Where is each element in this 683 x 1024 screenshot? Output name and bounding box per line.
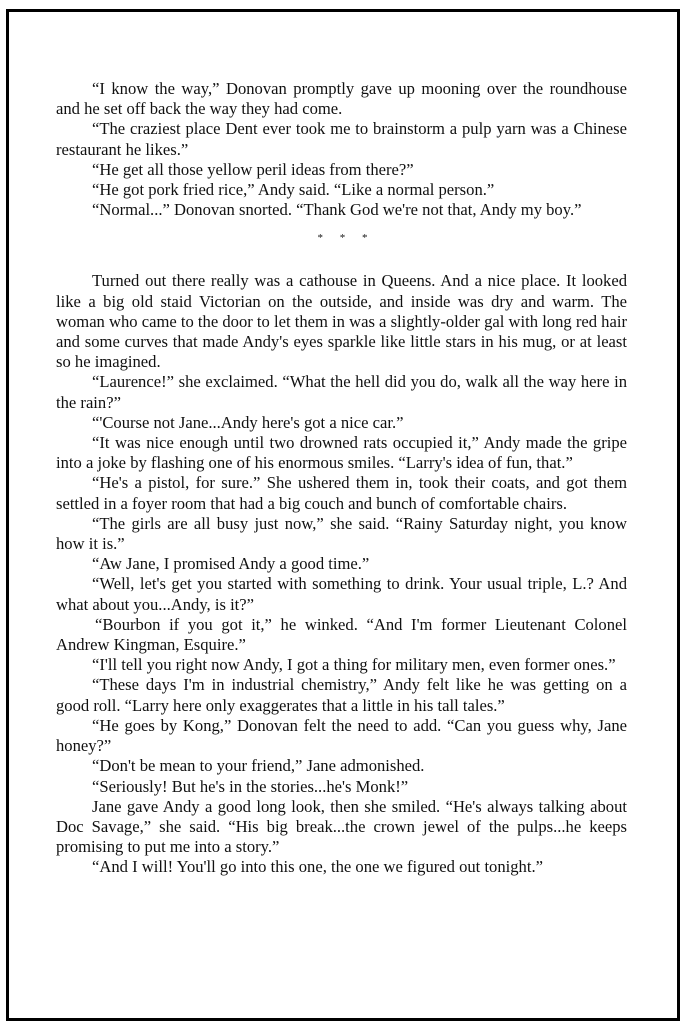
paragraph: “Bourbon if you got it,” he winked. “And I'm former Lieutenant Colonel Andrew Kingman, Esquire.” [56,614,627,655]
paragraph: “And I will! You'll go into this one, the one we figured out tonight.” [92,857,543,877]
paragraph: “He goes by Kong,” Donovan felt the need to add. “Can you guess why, Jane honey?” [56,715,627,756]
paragraph: “He got pork fried rice,” Andy said. “Like a normal person.” [92,180,495,200]
paragraph: “The craziest place Dent ever took me to brainstorm a pulp yarn was a Chinese restaurant he likes.” [56,119,627,159]
paragraph: Jane gave Andy a good long look, then she smiled. “He's always talking about Doc Savage,” she said. “His big break...the crown jewel of the pulps...he keeps promising to put me into a story.” [56,796,627,857]
paragraph: “Well, let's get you started with something to drink. Your usual triple, L.? And what about you...Andy, is it?” [56,574,627,614]
paragraph: “These days I'm in industrial chemistry,” Andy felt like he was getting on a good roll. “Larry here only exaggerates that a little in his tall tales.” [56,675,627,715]
paragraph: “Normal...” Donovan snorted. “Thank God we're not that, Andy my boy.” [92,200,582,220]
paragraph: “Laurence!” she exclaimed. “What the hell did you do, walk all the way here in the rain?” [56,372,627,412]
page-text [56,79,627,878]
paragraph: “He's a pistol, for sure.” She ushered them in, took their coats, and got them settled in a foyer room that had a big couch and bunch of comfortable chairs. [56,473,627,513]
paragraph: “Aw Jane, I promised Andy a good time.” [92,554,370,574]
paragraph: “I'll tell you right now Andy, I got a thing for military men, even former ones.” [92,655,616,675]
scene-break: * * * [317,232,368,245]
paragraph: “I know the way,” Donovan promptly gave up mooning over the roundhouse and he set off back the way they had come. [56,79,627,119]
paragraph: “He get all those yellow peril ideas from there?” [92,159,414,179]
paragraph: “The girls are all busy just now,” she said. “Rainy Saturday night, you know how it is.” [56,513,627,554]
paragraph: “It was nice enough until two drowned rats occupied it,” Andy made the gripe into a joke by flashing one of his enormous smiles. “Larry's idea of fun, that.” [56,433,627,473]
paragraph: “'Course not Jane...Andy here's got a nice car.” [92,412,404,432]
paragraph: “Seriously! But he's in the stories...he's Monk!” [92,776,409,796]
paragraph: “Don't be mean to your friend,” Jane admonished. [92,756,425,776]
paragraph: Turned out there really was a cathouse in Queens. And a nice place. It looked like a big old staid Victorian on the outside, and inside was dry and warm. The woman who came to the door to let them in was a slightly-older gal with long red hair and some curves that made Andy's eyes sparkle like little stars in his mug, or at least so he imagined. [56,271,627,372]
